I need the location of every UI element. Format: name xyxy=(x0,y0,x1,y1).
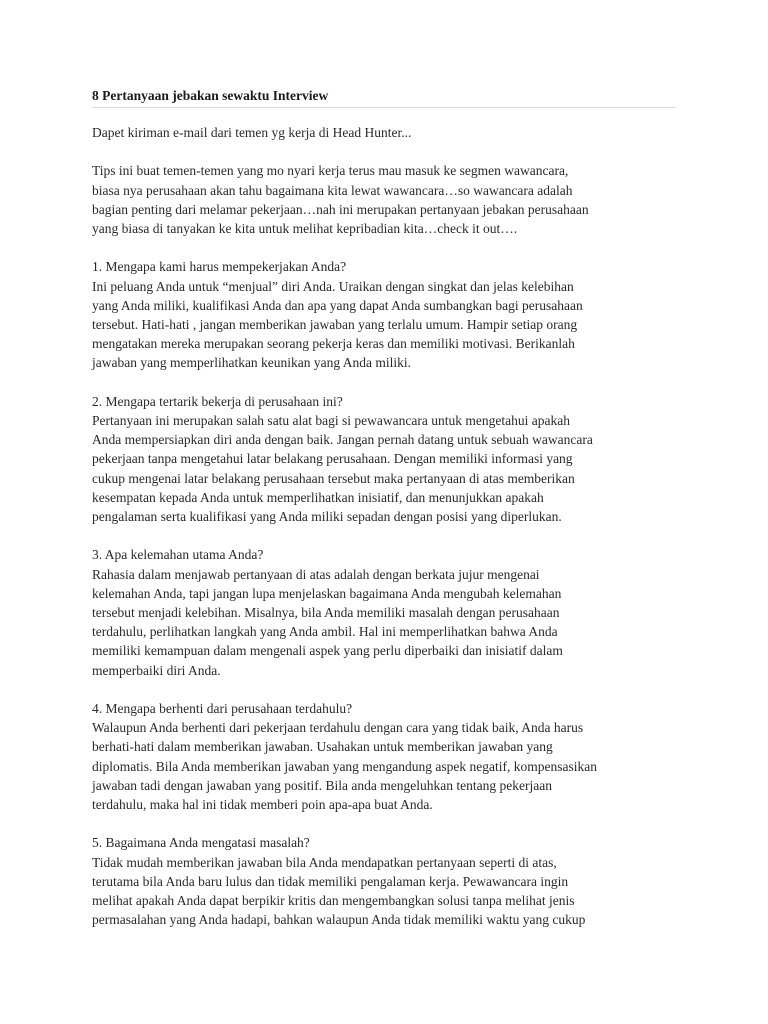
paragraph-line: pekerjaan tanpa mengetahui latar belakang perusahaan. Dengan memiliki informasi yang xyxy=(92,451,573,467)
paragraph-line: berhati-hati dalam memberikan jawaban. Usahakan untuk memberikan jawaban yang xyxy=(92,739,553,755)
question-answer xyxy=(92,718,676,814)
paragraph-line: memiliki kemampuan dalam mengenali aspek yang perlu diperbaiki dan inisiatif dalam xyxy=(92,643,563,659)
paragraph-line: Pertanyaan ini merupakan salah satu alat bagi si pewawancara untuk mengetahui apakah xyxy=(92,413,570,428)
paragraph-line: tersebut. Hati-hati , jangan memberikan jawaban yang terlalu umum. Hampir setiap orang xyxy=(92,317,578,332)
paragraph-line: Rahasia dalam menjawab pertanyaan di atas adalah dengan berkata jujur mengenai xyxy=(92,566,540,582)
paragraph-line: diplomatis. Bila Anda memberikan jawaban yang mengandung aspek negatif, kompensasikan xyxy=(92,758,597,774)
paragraph-line: Walaupun Anda berhenti dari pekerjaan terdahulu dengan cara yang tidak baik, Anda harus xyxy=(92,720,584,736)
question-heading: 3. Apa kelemahan utama Anda? xyxy=(92,547,264,563)
paragraph-line: memperbaiki diri Anda. xyxy=(92,662,221,678)
paragraph-line: Tips ini buat temen-temen yang mo nyari kerja terus mau masuk ke segmen wawancara, xyxy=(92,163,569,179)
paragraph-line: terutama bila Anda baru lulus dan tidak memiliki pengalaman kerja. Pewawancara ingin xyxy=(92,873,569,889)
question-answer xyxy=(92,565,676,680)
tips-paragraph xyxy=(92,161,676,238)
paragraph-line: yang biasa di tanyakan ke kita untuk melihat kepribadian kita…check it out…. xyxy=(92,221,518,236)
document-content xyxy=(92,86,676,929)
question-section-3 xyxy=(92,545,676,679)
paragraph-line: bagian penting dari melamar pekerjaan…nah ini merupakan pertanyaan jebakan perusahaan xyxy=(92,201,589,217)
paragraph-line: tersebut menjadi kelebihan. Misalnya, bila Anda memiliki masalah dengan perusahaan xyxy=(92,605,560,621)
paragraph-line: mengatakan mereka merupakan seorang pekerja keras dan memiliki motivasi. Berikanlah xyxy=(92,336,575,352)
paragraph-line: pengalaman serta kualifikasi yang Anda miliki sepadan dengan posisi yang diperlukan. xyxy=(92,509,562,525)
paragraph-line: jawaban tadi dengan jawaban yang positif. Bila anda mengeluhkan tentang pekerjaan xyxy=(92,777,552,793)
question-heading: 2. Mengapa tertarik bekerja di perusahaan ini? xyxy=(92,393,343,409)
paragraph-line: terdahulu, perlihatkan langkah yang Anda ambil. Hal ini memperlihatkan bahwa Anda xyxy=(92,624,558,640)
intro-line: Dapet kiriman e-mail dari temen yg kerja di Head Hunter... xyxy=(92,125,412,140)
document-title: 8 Pertanyaan jebakan sewaktu Interview xyxy=(92,86,676,108)
question-section-1 xyxy=(92,257,676,372)
question-answer xyxy=(92,277,676,373)
paragraph-line: kelemahan Anda, tapi jangan lupa menjelaskan bagaimana Anda mengubah kelemahan xyxy=(92,585,562,601)
question-section-5 xyxy=(92,833,676,929)
paragraph-line: cukup mengenai latar belakang perusahaan tersebut maka pertanyaan di atas memberikan xyxy=(92,470,575,486)
paragraph-line: yang Anda miliki, kualifikasi Anda dan apa yang dapat Anda sumbangkan bagi perusahaan xyxy=(92,297,583,313)
paragraph-line: Ini peluang Anda untuk “menjual” diri Anda. Uraikan dengan singkat dan jelas kelebihan xyxy=(92,278,574,294)
paragraph-line: melihat apakah Anda dapat berpikir kritis dan mengembangkan solusi tanpa melihat jenis xyxy=(92,893,575,909)
paragraph-line: Tidak mudah memberikan jawaban bila Anda mendapatkan pertanyaan seperti di atas, xyxy=(92,854,557,870)
question-answer xyxy=(92,853,676,930)
paragraph-line: kesempatan kepada Anda untuk memperlihatkan inisiatif, dan menunjukkan apakah xyxy=(92,489,544,505)
paragraph-line: permasalahan yang Anda hadapi, bahkan walaupun Anda tidak memiliki waktu yang cukup xyxy=(92,912,586,928)
question-heading: 5. Bagaimana Anda mengatasi masalah? xyxy=(92,835,310,851)
question-answer xyxy=(92,411,676,526)
question-section-2 xyxy=(92,392,676,526)
paragraph-line: terdahulu, maka hal ini tidak memberi poin apa-apa buat Anda. xyxy=(92,797,433,813)
question-heading: 1. Mengapa kami harus mempekerjakan Anda? xyxy=(92,259,347,275)
paragraph-line: jawaban yang memperlihatkan keunikan yang Anda miliki. xyxy=(92,355,412,371)
paragraph-line: biasa nya perusahaan akan tahu bagaimana kita lewat wawancara…so wawancara adalah xyxy=(92,182,573,198)
question-heading: 4. Mengapa berhenti dari perusahaan terdahulu? xyxy=(92,701,353,717)
question-section-4 xyxy=(92,699,676,814)
paragraph-line: Anda mempersiapkan diri anda dengan baik. Jangan pernah datang untuk sebuah wawancara xyxy=(92,432,593,448)
